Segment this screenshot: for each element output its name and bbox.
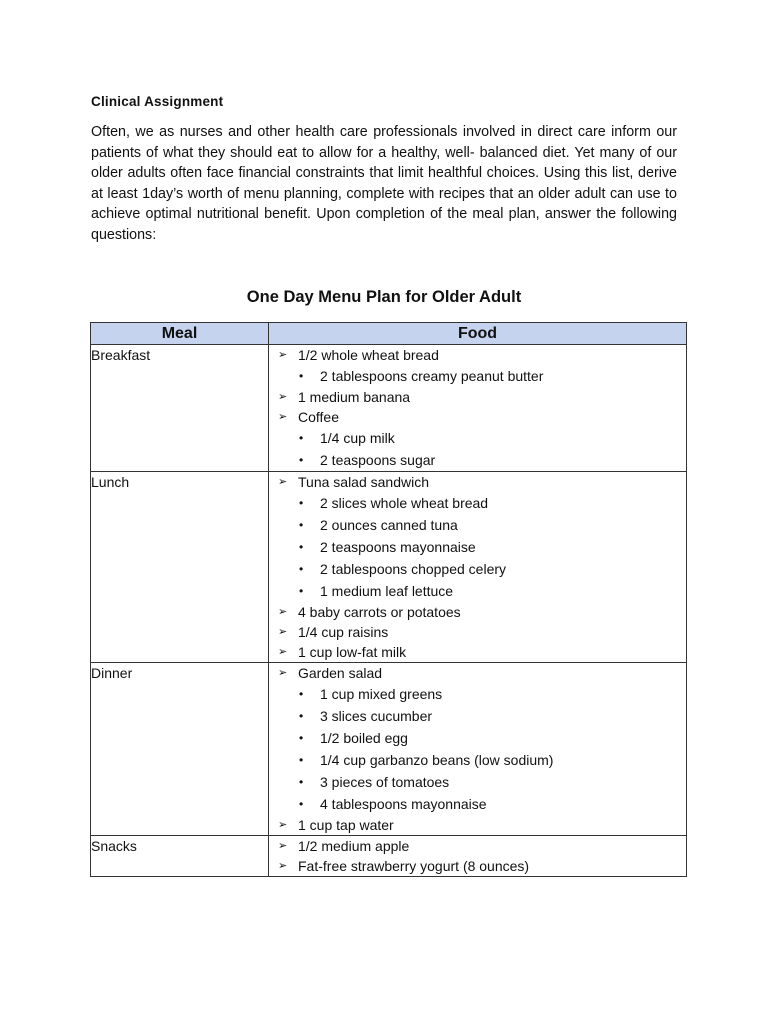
bullet-icon: •: [299, 431, 304, 445]
menu-plan-table: [90, 322, 687, 877]
food-item-text: 1/2 whole wheat bread: [298, 347, 439, 363]
food-sub-item: [269, 558, 686, 580]
food-item-text: 1 cup mixed greens: [320, 686, 443, 702]
arrow-bullet-icon: ➢: [278, 819, 288, 831]
food-sub-item: [269, 705, 686, 727]
arrow-bullet-icon: ➢: [278, 391, 288, 403]
menu-table-title: One Day Menu Plan for Older Adult: [246, 288, 522, 306]
bullet-icon: •: [299, 369, 304, 383]
food-item: [269, 407, 686, 427]
food-item-text: 4 baby carrots or potatoes: [298, 604, 461, 620]
food-sub-item: [269, 727, 686, 749]
food-item-text: 1 medium leaf lettuce: [320, 583, 454, 599]
food-sub-item: [269, 683, 686, 705]
food-item-text: 1/2 boiled egg: [320, 730, 408, 746]
food-item-text: 4 tablespoons mayonnaise: [320, 796, 487, 812]
food-item-text: 3 pieces of tomatoes: [320, 774, 450, 790]
food-item-text: 1 cup low-fat milk: [298, 644, 407, 660]
food-sub-item: [269, 536, 686, 558]
bullet-icon: •: [299, 584, 304, 598]
food-item-text: Tuna salad sandwich: [298, 474, 430, 490]
food-item-text: 2 teaspoons sugar: [320, 452, 436, 468]
food-list: [269, 472, 687, 663]
food-item-text: 1 medium banana: [298, 389, 411, 405]
food-sub-item: [269, 449, 686, 471]
food-sub-item: [269, 771, 686, 793]
meal-name: Snacks: [91, 836, 269, 877]
arrow-bullet-icon: ➢: [278, 840, 288, 852]
meal-name: Breakfast: [91, 345, 269, 472]
bullet-icon: •: [299, 709, 304, 723]
food-item: [269, 642, 686, 662]
meal-row-dinner: [91, 663, 687, 836]
bullet-icon: •: [299, 687, 304, 701]
food-item: [269, 387, 686, 407]
food-sub-item: [269, 749, 686, 771]
menu-table-body: [91, 345, 687, 877]
food-item-text: Coffee: [298, 409, 339, 425]
food-item-text: 1/4 cup garbanzo beans (low sodium): [320, 752, 554, 768]
food-item-text: 1/2 medium apple: [298, 838, 410, 854]
meal-row-breakfast: [91, 345, 687, 472]
bullet-icon: •: [299, 797, 304, 811]
arrow-bullet-icon: ➢: [278, 860, 288, 872]
meal-row-lunch: [91, 472, 687, 663]
food-list: [269, 836, 687, 877]
food-sub-item: [269, 580, 686, 602]
bullet-icon: •: [299, 775, 304, 789]
food-item-text: Garden salad: [298, 665, 383, 681]
bullet-icon: •: [299, 731, 304, 745]
food-item-text: 1/4 cup milk: [320, 430, 395, 446]
arrow-bullet-icon: ➢: [278, 646, 288, 658]
food-list: [269, 663, 687, 836]
meal-name: Dinner: [91, 663, 269, 836]
food-item-text: 1/4 cup raisins: [298, 624, 389, 640]
bullet-icon: •: [299, 453, 304, 467]
food-item: [269, 836, 686, 856]
food-column-header: Food: [269, 323, 687, 345]
bullet-icon: •: [299, 562, 304, 576]
food-item: [269, 622, 686, 642]
food-item-text: 1 cup tap water: [298, 817, 394, 833]
food-item-text: 2 tablespoons chopped celery: [320, 561, 507, 577]
food-item-text: 2 teaspoons mayonnaise: [320, 539, 476, 555]
arrow-bullet-icon: ➢: [278, 606, 288, 618]
food-item: [269, 345, 686, 365]
arrow-bullet-icon: ➢: [278, 626, 288, 638]
food-sub-item: [269, 427, 686, 449]
food-sub-item: [269, 514, 686, 536]
arrow-bullet-icon: ➢: [278, 476, 288, 488]
bullet-icon: •: [299, 753, 304, 767]
food-item-text: 2 slices whole wheat bread: [320, 495, 489, 511]
food-list: [269, 345, 687, 472]
food-sub-item: [269, 793, 686, 815]
bullet-icon: •: [299, 496, 304, 510]
assignment-heading: Clinical Assignment: [91, 94, 224, 109]
bullet-icon: •: [299, 518, 304, 532]
food-item-text: Fat-free strawberry yogurt (8 ounces): [298, 858, 530, 874]
menu-table-header-row: [91, 323, 687, 345]
meal-row-snacks: [91, 836, 687, 877]
meal-name: Lunch: [91, 472, 269, 663]
food-sub-item: [269, 492, 686, 514]
assignment-intro-paragraph: Often, we as nurses and other health care professionals involved in direct care inform our patients of what they should eat to allow for a healthy, well- balanced diet. Yet many of our older adults often face financial constraints that limit healthful choices. Using this list, derive at least 1day’s worth of menu planning, complete with recipes that an older adult can use to achieve optimal nutritional benefit. Upon completion of the meal plan, answer the following questions:: [91, 124, 677, 243]
bullet-icon: •: [299, 540, 304, 554]
arrow-bullet-icon: ➢: [278, 667, 288, 679]
food-item: [269, 663, 686, 683]
food-item-text: 2 tablespoons creamy peanut butter: [320, 368, 544, 384]
food-item: [269, 602, 686, 622]
arrow-bullet-icon: ➢: [278, 349, 288, 361]
arrow-bullet-icon: ➢: [278, 411, 288, 423]
food-item-text: 3 slices cucumber: [320, 708, 433, 724]
meal-column-header: Meal: [91, 323, 269, 345]
food-item: [269, 472, 686, 492]
food-item: [269, 856, 686, 876]
food-item-text: 2 ounces canned tuna: [320, 517, 458, 533]
food-item: [269, 815, 686, 835]
food-sub-item: [269, 365, 686, 387]
